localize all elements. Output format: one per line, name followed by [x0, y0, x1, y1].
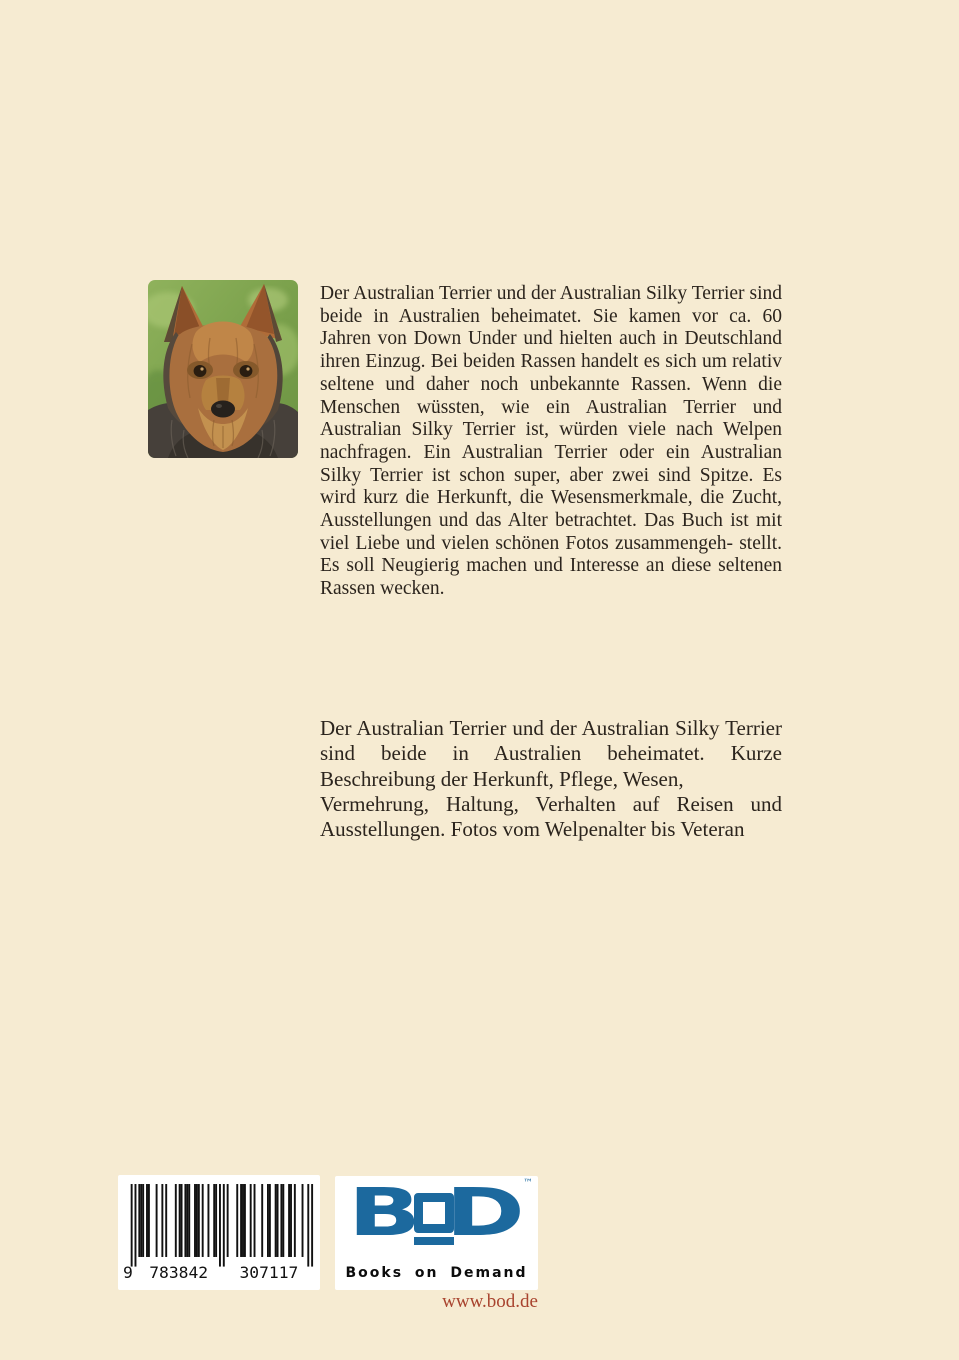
bod-letter-b: B: [347, 1174, 421, 1251]
blurb-paragraph: Der Australian Terrier und der Australian Silky Terrier sind beide in Australien beheimatet. Sie kamen vor ca. 60 Jahren von Down Under und hielten auch in Deutschland ihren Einzug. Bei beiden Rassen handelt es sich um relativ seltene und daher noch unbekannte Rassen. Wenn die Menschen wüssten, wie ein Australian Terrier und Australian Silky Terrier ist, würden viele nach Welpen nachfragen. Ein Australian Terrier oder ein Australian Silky Terrier ist schon super, aber zwei sind Spitze. Es wird kurz die Herkunft, die Wesensmerkmale, die Zucht, Ausstellungen und das Alter betrachtet. Das Buch ist mit viel Liebe und vielen schönen Fotos zusammengeh- stellt. Es soll Neugierig machen und Interesse an diese seltenen Rassen wecken.: [320, 283, 782, 600]
dog-photo-illustration: [148, 280, 298, 458]
trademark-symbol: ™: [523, 1178, 533, 1189]
summary-line-2: Vermehrung, Haltung, Verhalten auf Reisen und Ausstellungen. Fotos vom Welpenalter bis Veteran: [320, 791, 782, 842]
bod-letter-d: D: [445, 1174, 526, 1251]
barcode-group2: 307117: [239, 1263, 299, 1283]
publisher-website: www.bod.de: [442, 1291, 538, 1312]
publisher-tagline: Books on Demand: [345, 1265, 528, 1281]
barcode-lead-digit: 9: [123, 1263, 133, 1283]
summary-line-1: Der Australian Terrier und der Australian Silky Terrier sind beide in Australien beheimatet. Kurze Beschreibung der Herkunft, Pflege, Wesen,: [320, 716, 782, 791]
bod-logo: [335, 1174, 538, 1251]
ean13-barcode: [118, 1175, 320, 1290]
barcode-group1: 783842: [149, 1263, 209, 1283]
barcode-svg: [123, 1180, 315, 1285]
publisher-logo-box: [335, 1176, 538, 1290]
dog-photo: [148, 280, 298, 458]
summary-paragraph: [320, 716, 782, 842]
